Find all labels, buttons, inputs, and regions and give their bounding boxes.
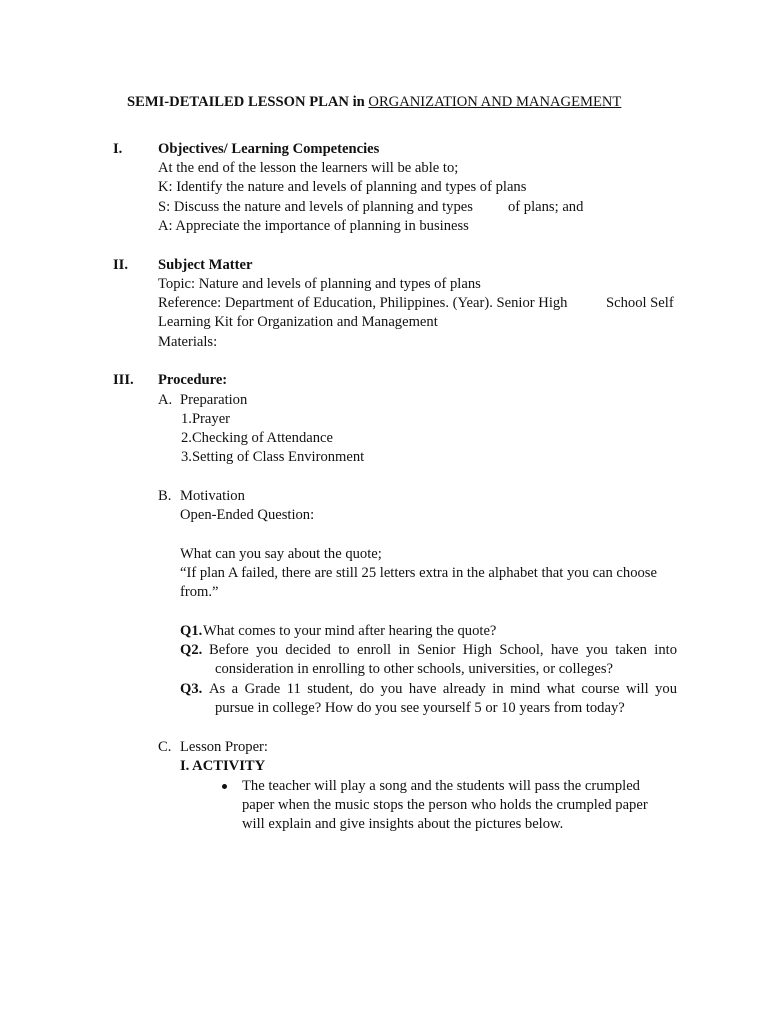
section-3-heading: Procedure: xyxy=(158,372,228,388)
title-subject: ORGANIZATION AND MANAGEMENT xyxy=(368,94,622,110)
question-3-text-continued: pursue in college? How do you see yourself 5 or 10 years from today? xyxy=(215,700,625,716)
activity-description-line: The teacher will play a song and the students will pass the crumpled xyxy=(242,778,640,794)
reference-line-2: Learning Kit for Organization and Management xyxy=(158,314,438,330)
objective-skill-continued: of plans; and xyxy=(508,199,584,215)
preparation-item: 1.Prayer xyxy=(181,411,231,427)
question-3-text: As a Grade 11 student, do you have already in mind what course will you xyxy=(209,681,677,697)
title-prefix: SEMI-DETAILED LESSON PLAN in xyxy=(127,94,369,110)
objectives-intro: At the end of the lesson the learners will be able to; xyxy=(158,160,459,176)
section-3-numeral: III. xyxy=(113,372,134,388)
reference-line: Reference: Department of Education, Philippines. (Year). Senior High xyxy=(158,295,568,311)
section-1-heading: Objectives/ Learning Competencies xyxy=(158,141,380,157)
quote-line-2: from.” xyxy=(180,584,219,600)
question-1-text: What comes to your mind after hearing the quote? xyxy=(203,623,497,639)
open-ended-label: Open-Ended Question: xyxy=(180,507,315,523)
objective-attitude: A: Appreciate the importance of planning in business xyxy=(158,218,469,234)
topic-line: Topic: Nature and levels of planning and types of plans xyxy=(158,276,481,292)
preparation-item: 2.Checking of Attendance xyxy=(181,430,333,446)
part-b-title: Motivation xyxy=(180,488,245,504)
preparation-item: 3.Setting of Class Environment xyxy=(181,449,365,465)
materials-line: Materials: xyxy=(158,334,218,350)
bullet-icon xyxy=(222,784,227,789)
section-2-numeral: II. xyxy=(113,257,129,273)
objective-knowledge: K: Identify the nature and levels of planning and types of plans xyxy=(158,179,527,195)
part-c-letter: C. xyxy=(158,739,172,755)
section-1-numeral: I. xyxy=(113,141,123,157)
part-a-letter: A. xyxy=(158,392,173,408)
reference-line-continued: School Self xyxy=(606,295,674,311)
part-b-letter: B. xyxy=(158,488,172,504)
activity-description-line: paper when the music stops the person who holds the crumpled paper xyxy=(242,797,648,813)
question-2-label: Q2. xyxy=(180,642,203,658)
document-title xyxy=(127,93,621,112)
activity-heading: I. ACTIVITY xyxy=(180,758,266,774)
part-a-title: Preparation xyxy=(180,392,248,408)
question-2-text: Before you decided to enroll in Senior High School, have you taken into xyxy=(209,642,677,658)
question-3-label: Q3. xyxy=(180,681,203,697)
objective-skill: S: Discuss the nature and levels of planning and types xyxy=(158,199,473,215)
part-c-title: Lesson Proper: xyxy=(180,739,268,755)
question-2-text-continued: consideration in enrolling to other schools, universities, or colleges? xyxy=(215,661,613,677)
quote-prompt: What can you say about the quote; xyxy=(180,546,382,562)
section-2-heading: Subject Matter xyxy=(158,257,253,273)
question-1-label: Q1. xyxy=(180,623,203,639)
activity-description-line: will explain and give insights about the pictures below. xyxy=(242,816,564,832)
quote-line-1: “If plan A failed, there are still 25 letters extra in the alphabet that you can choose xyxy=(180,565,657,581)
